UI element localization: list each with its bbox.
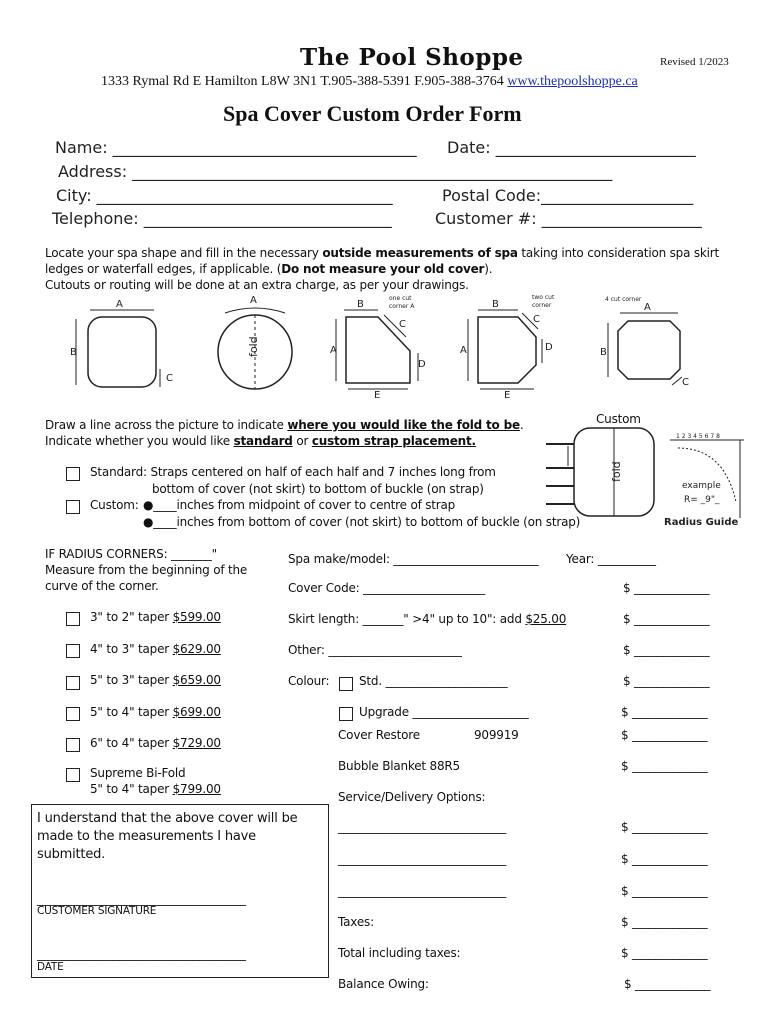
fold-instructions-1: Draw a line across the picture to indicate where you would like the fold to be.	[45, 418, 524, 432]
store-address	[101, 74, 638, 90]
custom-strap-buckle[interactable]: ●____inches from bottom of cover (not skirt) to bottom of buckle (on strap)	[143, 515, 581, 529]
custom-strap-diagram	[540, 424, 660, 524]
balance-owing-amount[interactable]: $ _____________	[624, 977, 711, 991]
other-field[interactable]: Other: _______________________	[288, 643, 462, 657]
supreme-bifold-taper: 5" to 4" taper $799.00	[90, 782, 221, 796]
shape3-label-e: E	[374, 390, 381, 401]
taper-4-3-checkbox[interactable]	[66, 644, 80, 658]
signature-caption: CUSTOMER SIGNATURE	[37, 905, 157, 917]
agreement-text-3: submitted.	[37, 847, 106, 862]
bubble-blanket-label: Bubble Blanket 88R5	[338, 759, 460, 773]
form-title: Spa Cover Custom Order Form	[223, 101, 522, 126]
date-signature-line[interactable]: ____________________________________	[37, 947, 246, 961]
shape5-four-corner: 4 cut corner	[605, 296, 642, 303]
shape3-label-c: C	[399, 319, 406, 330]
shape5-label-b: B	[600, 347, 607, 358]
instructions-line-3: Cutouts or routing will be done at an extra charge, as per your drawings.	[45, 278, 469, 292]
taper-3-2-checkbox[interactable]	[66, 612, 80, 626]
four-cut-corner-shape	[618, 321, 680, 379]
radius-help-1: Measure from the beginning of the	[45, 563, 248, 577]
total-label: Total including taxes:	[338, 946, 461, 960]
postal-code-field[interactable]: Postal Code:___________________	[442, 186, 694, 205]
date-caption: DATE	[37, 961, 64, 973]
taper-4-3-label: 4" to 3" taper $629.00	[90, 642, 221, 656]
skirt-length-field[interactable]: Skirt length: _______" >4" up to 10": add $25.00	[288, 612, 567, 626]
colour-upgrade-price[interactable]: $ _____________	[621, 705, 708, 719]
service-option-1[interactable]: _____________________________	[338, 820, 507, 834]
radius-corners-label[interactable]: IF RADIUS CORNERS: _______"	[45, 547, 217, 561]
revised-date: Revised 1/2023	[660, 56, 729, 68]
shape5-label-c: C	[682, 377, 689, 388]
shape3-one-cut: one cut	[389, 295, 412, 302]
year-field[interactable]: Year: __________	[566, 552, 656, 566]
radius-example-label: example	[682, 481, 721, 491]
shape2-fold-label: fold	[247, 336, 260, 357]
cover-restore-code: 909919	[474, 728, 519, 742]
shape1-label-b: B	[70, 347, 77, 358]
colour-upgrade-field[interactable]: Upgrade ____________________	[359, 705, 529, 719]
cover-restore-label: Cover Restore	[338, 728, 420, 742]
taper-6-4-checkbox[interactable]	[66, 738, 80, 752]
telephone-field[interactable]: Telephone: _______________________________	[52, 209, 392, 228]
spa-shape-diagrams	[60, 295, 700, 405]
instructions-line-2: ledges or waterfall edges, if applicable. (Do not measure your old cover).	[45, 262, 493, 276]
shape4-label-c: C	[533, 314, 540, 325]
shape4-label-a: A	[460, 345, 467, 356]
shape3-label-b: B	[357, 299, 364, 310]
custom-fold-label: fold	[610, 461, 623, 482]
service-option-2-price[interactable]: $ _____________	[621, 852, 708, 866]
shape5-label-a: A	[644, 302, 651, 313]
standard-strap-checkbox[interactable]	[66, 467, 80, 481]
shape4-label-e: E	[504, 390, 511, 401]
radius-guide-caption: Radius Guide	[664, 517, 739, 528]
taper-5-3-checkbox[interactable]	[66, 676, 80, 690]
shape4-two-cut: two cut	[532, 295, 555, 301]
taper-5-3-label: 5" to 3" taper $659.00	[90, 673, 221, 687]
service-option-2[interactable]: _____________________________	[338, 852, 507, 866]
address-field[interactable]: Address: ____________________________________________________________	[58, 162, 613, 181]
name-field[interactable]: Name: ______________________________________	[55, 138, 417, 157]
city-field[interactable]: City: _____________________________________	[56, 186, 393, 205]
taxes-label: Taxes:	[338, 915, 374, 929]
ruler-numbers: 1 2 3 4 5 6 7 8	[676, 433, 720, 440]
radius-guide-diagram	[664, 432, 748, 530]
total-amount[interactable]: $ _____________	[621, 946, 708, 960]
shape1-label-c: C	[166, 373, 173, 384]
standard-strap-text-2: bottom of cover (not skirt) to bottom of buckle (on strap)	[152, 482, 484, 496]
service-option-3[interactable]: _____________________________	[338, 884, 507, 898]
colour-std-field[interactable]: Std. _____________________	[359, 674, 508, 688]
signature-line[interactable]: ____________________________________	[37, 892, 246, 906]
custom-strap-midpoint[interactable]: ●____inches from midpoint of cover to centre of strap	[143, 498, 456, 512]
custom-strap-checkbox[interactable]	[66, 500, 80, 514]
two-cut-corner-shape	[478, 317, 536, 383]
service-option-3-price[interactable]: $ _____________	[621, 884, 708, 898]
shape2-label-a: A	[250, 295, 257, 306]
agreement-text-1: I understand that the above cover will be	[37, 811, 298, 826]
website-link[interactable]: www.thepoolshoppe.ca	[507, 74, 638, 89]
radius-help-2: curve of the corner.	[45, 579, 159, 593]
fold-instructions-2: Indicate whether you would like standard or custom strap placement.	[45, 434, 476, 448]
cover-code-price[interactable]: $ _____________	[623, 581, 710, 595]
taper-3-2-label: 3" to 2" taper $599.00	[90, 610, 221, 624]
skirt-length-price[interactable]: $ _____________	[623, 612, 710, 626]
rounded-square-shape	[88, 317, 156, 387]
customer-number-field[interactable]: Customer #: ____________________	[435, 209, 702, 228]
shape3-corner-a: corner A	[389, 303, 415, 310]
shape4-label-d: D	[545, 342, 553, 353]
spa-model-field[interactable]: Spa make/model: _________________________	[288, 552, 539, 566]
shape1-label-a: A	[116, 299, 123, 310]
taper-5-4-label: 5" to 4" taper $699.00	[90, 705, 221, 719]
shape3-label-a: A	[330, 345, 337, 356]
instructions-line-1: Locate your spa shape and fill in the necessary outside measurements of spa taking into consideration spa skirt	[45, 246, 720, 260]
shape4-label-b: B	[492, 299, 499, 310]
cover-restore-price[interactable]: $ _____________	[621, 728, 708, 742]
colour-label: Colour:	[288, 674, 330, 688]
custom-diagram-label: Custom	[596, 412, 641, 426]
bubble-blanket-price[interactable]: $ _____________	[621, 759, 708, 773]
custom-strap-label: Custom:	[90, 498, 139, 512]
service-delivery-label: Service/Delivery Options:	[338, 790, 486, 804]
other-price[interactable]: $ _____________	[623, 643, 710, 657]
radius-example-value: R= _9"_	[684, 495, 720, 505]
colour-std-price[interactable]: $ _____________	[623, 674, 710, 688]
taper-5-4-checkbox[interactable]	[66, 707, 80, 721]
service-option-1-price[interactable]: $ _____________	[621, 820, 708, 834]
taxes-amount[interactable]: $ _____________	[621, 915, 708, 929]
date-field[interactable]: Date: _________________________	[447, 138, 696, 157]
supreme-bifold-checkbox[interactable]	[66, 768, 80, 782]
cover-code-field[interactable]: Cover Code: _____________________	[288, 581, 485, 595]
brand-logo: The Pool Shoppe	[300, 44, 524, 71]
agreement-text-2: made to the measurements I have	[37, 829, 256, 844]
balance-owing-label: Balance Owing:	[338, 977, 429, 991]
shape3-label-d: D	[418, 359, 426, 370]
standard-strap-text-1: Standard: Straps centered on half of each half and 7 inches long from	[90, 465, 496, 479]
supreme-bifold-label: Supreme Bi-Fold	[90, 766, 186, 780]
colour-std-checkbox[interactable]	[339, 677, 353, 691]
shape4-corner: corner	[532, 302, 552, 309]
taper-6-4-label: 6" to 4" taper $729.00	[90, 736, 221, 750]
colour-upgrade-checkbox[interactable]	[339, 707, 353, 721]
address-text: 1333 Rymal Rd E Hamilton L8W 3N1 T.905-388-5391 F.905-388-3764	[101, 74, 504, 89]
